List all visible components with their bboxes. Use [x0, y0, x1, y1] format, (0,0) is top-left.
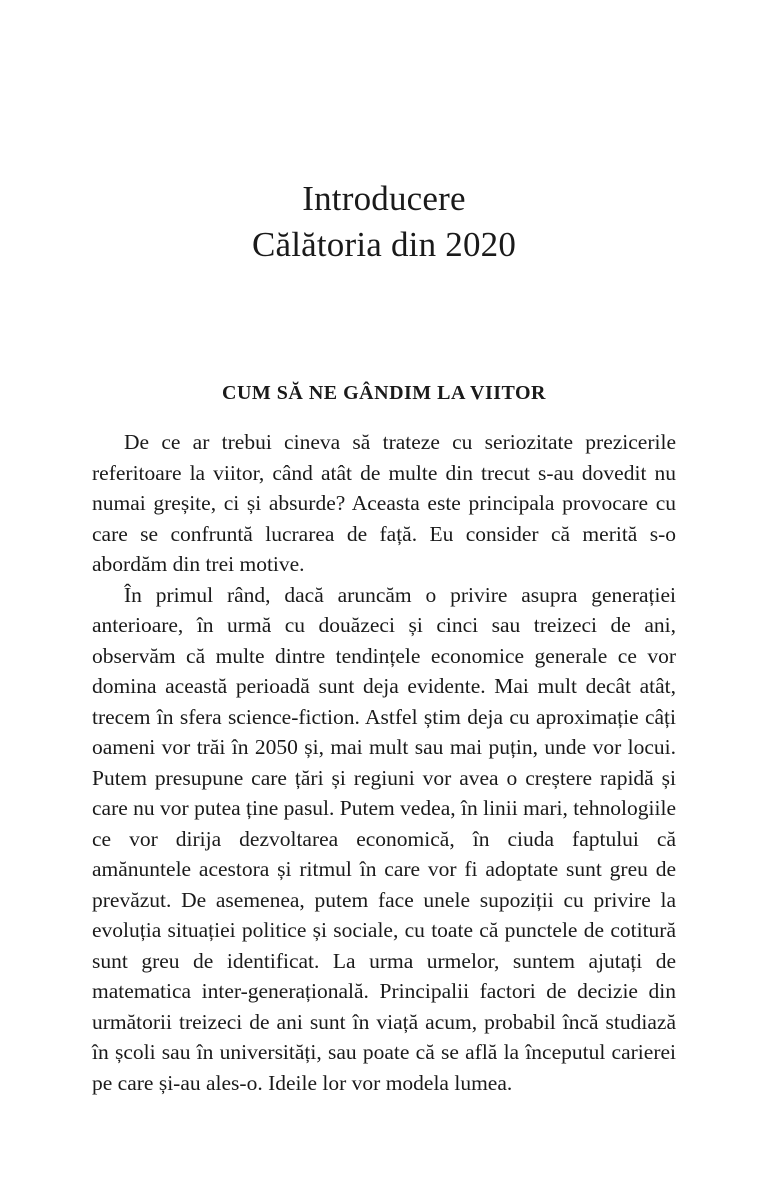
- body-text: [92, 427, 676, 1098]
- chapter-title-line-2: Călătoria din 2020: [251, 225, 517, 264]
- paragraph-2: În primul rând, dacă aruncăm o privire asupra generației anterioare, în urmă cu douăzeci și cinci sau treizeci de ani, observăm că multe dintre tendințele economice generale ce vor domina această perioadă sunt deja evidente. Mai mult decât atât, trecem în sfera science-fiction. Astfel știm deja cu aproximație câți oameni vor trăi în 2050 și, mai mult sau mai puțin, unde vor locui. Putem presupune care țări și regiuni vor avea o creștere rapidă și care nu vor putea ține pasul. Putem vedea, în linii mari, tehnologiile ce vor dirija dezvoltarea economică, în ciuda faptului că amănuntele acestora și ritmul în care vor fi adoptate sunt greu de prevăzut. De asemenea, putem face unele supoziții cu privire la evoluția situației politice și sociale, cu toate că punctele de cotitură sunt greu de identificat. La urma urmelor, suntem ajutați de matematica inter-generațională. Principalii factori de decizie din următorii treizeci de ani sunt în viață acum, probabil încă studiază în școli sau în universități, sau poate că se află la începutul carierei pe care și-au ales-o. Ideile lor vor modela lumea.: [92, 582, 676, 1095]
- section-heading: CUM SĂ NE GÂNDIM LA VIITOR: [222, 382, 546, 404]
- paragraph-1: De ce ar trebui cineva să trateze cu seriozitate prezicerile referitoare la viitor, când atât de multe din trecut s-au dovedit nu numai greșite, ci și absurde? Aceasta este principala provocare cu care se confruntă lucrarea de față. Eu consider că merită s-o abordăm din trei motive.: [92, 430, 676, 576]
- chapter-title-line-1: Introducere: [302, 179, 466, 218]
- chapter-title: [0, 176, 768, 268]
